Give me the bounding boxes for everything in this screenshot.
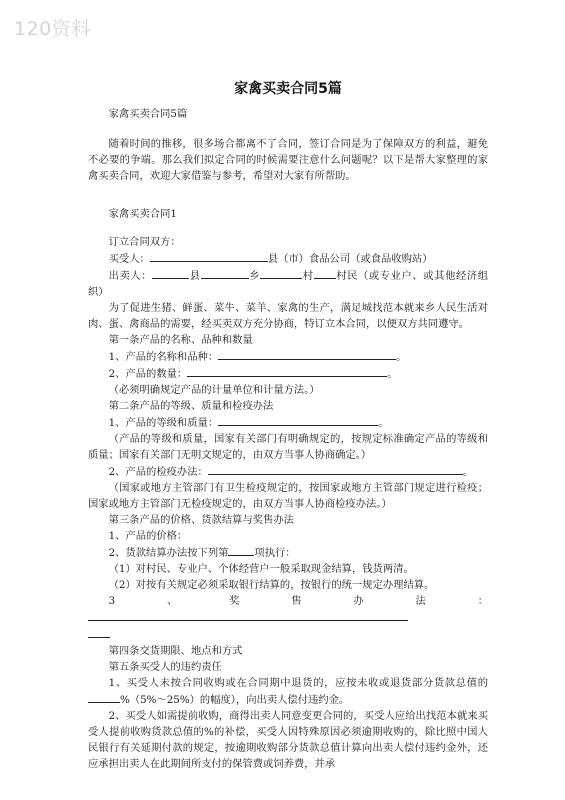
purpose-paragraph: 为了促进生猪、鲜蛋、菜牛、菜羊、家禽的生产，满足城找范本就来乡人民生活对肉、蛋、禽商品的需要，经买卖双方充分协商，特订立本合同，以便双方共同遵守。 [88,302,488,330]
article-5-item-1-prefix: 1、买受人未按合同收购或在合同期中退货的，应按未收或退货部分货款总值的 [108,677,488,689]
parties-label: 订立合同双方： [108,236,181,248]
grade-quality-blank[interactable] [218,414,378,426]
article-3-item-2-b: （2）对按有关规定必须采取银行结算的，按银行的统一规定办理结算。 [108,579,435,591]
buyer-blank[interactable] [150,250,268,262]
article-1-item-1-label: 1、产品的名称和品种： [108,351,219,363]
article-2-item-2-label: 2、产品的检疫办法： [108,466,208,478]
buyer-prefix: 买受人： [108,253,150,265]
seller-township-blank[interactable] [201,267,249,279]
article-3-item-3 [88,593,488,626]
continuation-blank[interactable] [88,626,110,638]
article-3-item-2 [88,544,488,561]
product-name-blank[interactable] [218,348,396,360]
reward-blank[interactable] [88,609,408,621]
seller-village-blank[interactable] [260,267,302,279]
document-title: 家禽买卖合同5篇 [234,81,342,97]
article-3-heading: 第三条产品的价格、货款结算与奖售办法 [108,514,294,526]
seller-county-blank[interactable] [152,267,189,279]
article-5-item-1 [88,675,488,708]
article-2-item-2: 2、产品的检疫办法： 。 [88,463,488,480]
article-5-item-1-suffix: %（5%～25%）的幅度），向出卖人偿付违约金。 [120,694,350,706]
article-1-note: （必须明确规定产品的计量单位和计量方法。） [108,384,320,396]
article-3-item-3-label: 3、奖售办法： [108,595,488,607]
article-2-item-1-note: （产品的等级和质量，国家有关部门有明确规定的，按规定标准确定产品的等级和质量；国家有关部门无明文规定的，由双方当事人协商确定。） [88,433,488,461]
quarantine-blank[interactable] [208,463,463,475]
article-3-item-2-prefix: 2、货款结算办法按下列第 [108,547,229,559]
article-2-item-2-note: （国家或地方主管部门有卫生检疫规定的，按国家或地方主管部门规定进行检疫；国家或地方主管部门无检疫规定的，由双方当事人协商检疫办法。） [88,482,488,510]
article-1-heading: 第一条产品的名称、品种和数量 [108,334,253,346]
intro-paragraph: 随着时间的推移，很多场合都离不了合同，签订合同是为了保障双方的利益，避免不必要的争端。那么我们拟定合同的时候需要注意什么问题呢？以下是帮大家整理的家禽买卖合同，欢迎大家借鉴与参考，希望对大家有所帮助。 [88,138,488,182]
article-4-heading: 第四条交货期限、地点和方式 [108,645,243,657]
article-3-item-1: 1、产品的价格： [108,530,188,542]
article-2-heading: 第二条产品的等级、质量和检疫办法 [108,400,274,412]
article-2-item-1: 1、产品的等级和质量： 。 [88,414,488,431]
article-1-item-1: 1、产品的名称和品种： 。 [88,348,488,365]
article-3-item-2-suffix: 项执行： [254,547,296,559]
article-5-item-2: 2、买受人如需提前收购，商得出卖人同意变更合同的，买受人应给出找范本就来买受人提前收购货款总值的%的补偿，买受人因特殊原因必须逾期收购的，除比照中国人民银行有关延期付款的规定，按逾期收购部分货款总值计算向出卖人偿付违约金外，还应承担出卖人在此期间所支付的保管费或饲养费，并承 [88,710,488,770]
settlement-option-blank[interactable] [228,544,254,556]
seller-county: 县 [189,270,201,282]
contract-heading: 家禽买卖合同1 [108,208,177,220]
penalty-rate-blank[interactable] [88,691,120,703]
document-subtitle: 家禽买卖合同5篇 [108,108,188,120]
seller-prefix: 出卖人： [108,270,153,282]
seller-villager: 村民（或专业户、或其他经济组织） [88,270,489,298]
article-1-item-2: 2、产品的数量： 。 [88,365,488,382]
watermark-logo: 120资料 [14,18,91,40]
article-1-item-2-label: 2、产品的数量： [108,368,188,380]
seller-village: 村 [302,270,314,282]
article-2-item-1-label: 1、产品的等级和质量： [108,417,219,429]
seller-villager-blank[interactable] [314,267,336,279]
article-3-item-2-a: （1）对村民、专业户、个体经营户一般采取现金结算，钱货两清。 [108,563,414,575]
buyer-suffix: 县（市）食品公司（或食品收购站） [267,253,433,265]
buyer-line [88,250,488,267]
document-page [88,78,488,772]
seller-line [88,267,488,300]
article-5-heading: 第五条买受人的违约责任 [108,661,222,673]
seller-township: 乡 [248,270,261,282]
continuation-blank-line [88,626,488,643]
product-quantity-blank[interactable] [187,365,387,377]
